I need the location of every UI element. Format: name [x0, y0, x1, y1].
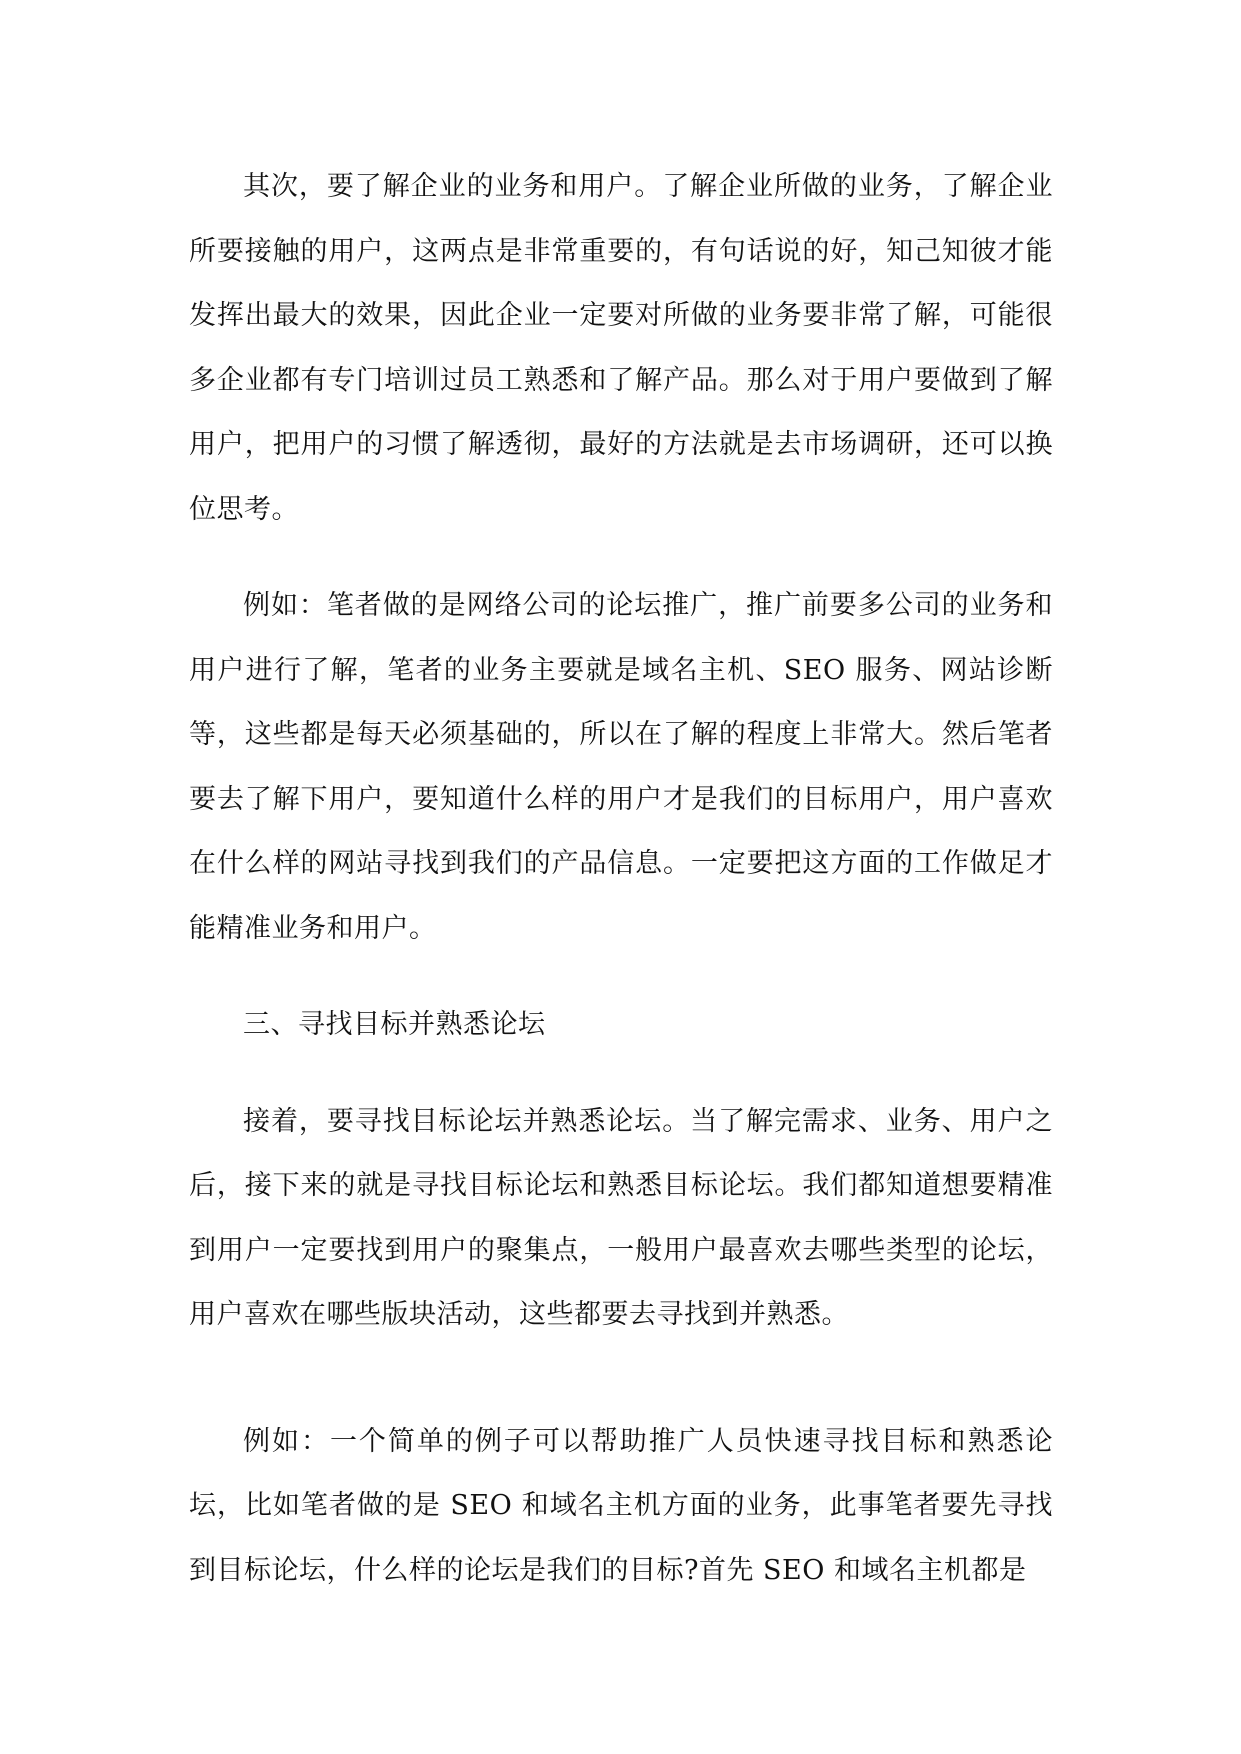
document-page — [189, 155, 1053, 1603]
paragraph-find-target-forum: 接着，要寻找目标论坛并熟悉论坛。当了解完需求、业务、用户之后，接下来的就是寻找目标论坛和熟悉目标论坛。我们都知道想要精准到用户一定要找到用户的聚集点，一般用户最喜欢去哪些类型的论坛，用户喜欢在哪些版块活动，这些都要去寻找到并熟悉。 — [189, 1105, 1053, 1330]
paragraph-example-seo: 例如：一个简单的例子可以帮助推广人员快速寻找目标和熟悉论坛，比如笔者做的是 SEO 和域名主机方面的业务，此事笔者要先寻找到目标论坛，什么样的论坛是我们的目标?首先 SEO 和域名主机都是 — [189, 1425, 1053, 1586]
paragraph-example-company: 例如：笔者做的是网络公司的论坛推广，推广前要多公司的业务和用户进行了解，笔者的业务主要就是域名主机、SEO 服务、网站诊断等，这些都是每天必须基础的，所以在了解的程度上非常大。然后笔者要去了解下用户，要知道什么样的用户才是我们的目标用户，用户喜欢在什么样的网站寻找到我们的产品信息。一定要把这方面的工作做足才能精准业务和用户。 — [189, 590, 1053, 944]
paragraph-understand-business: 其次，要了解企业的业务和用户。了解企业所做的业务，了解企业所要接触的用户，这两点是非常重要的，有句话说的好，知己知彼才能发挥出最大的效果，因此企业一定要对所做的业务要非常了解，可能很多企业都有专门培训过员工熟悉和了解产品。那么对于用户要做到了解用户，把用户的习惯了解透彻，最好的方法就是去市场调研，还可以换位思考。 — [189, 171, 1053, 525]
section-heading-find-forum: 三、寻找目标并熟悉论坛 — [243, 1009, 546, 1040]
